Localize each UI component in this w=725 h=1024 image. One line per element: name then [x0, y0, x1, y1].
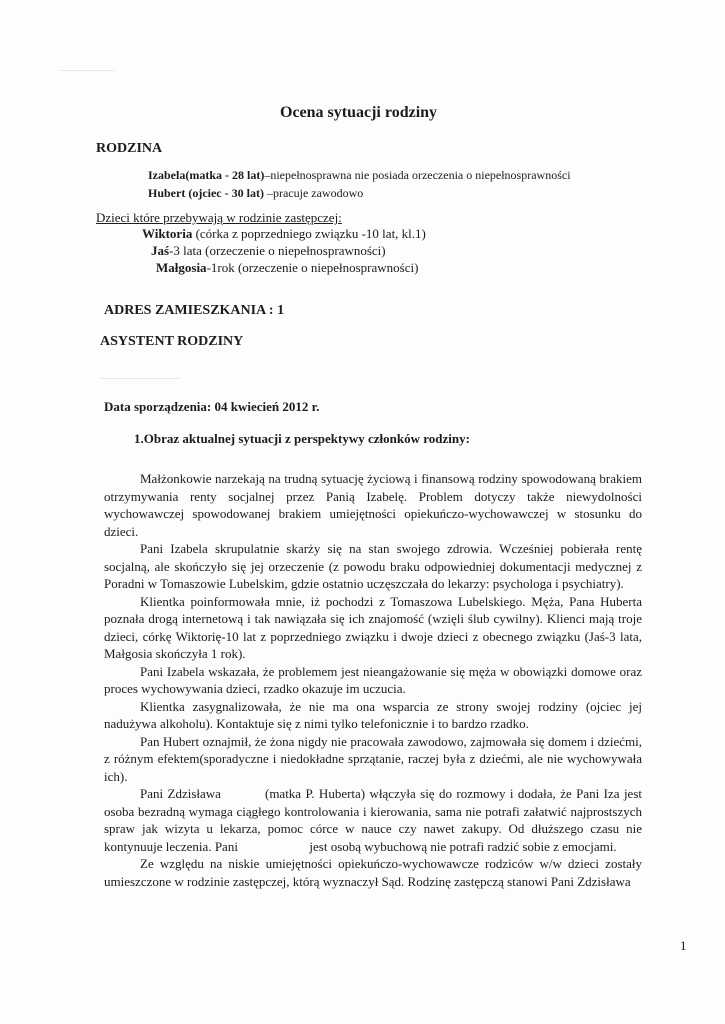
child-desc: -1rok (orzeczenie o niepełnosprawności) — [206, 260, 419, 275]
member-name: Izabela(matka - 28 lat) — [148, 168, 265, 182]
section1-heading: 1.Obraz aktualnej sytuacji z perspektywy członków rodziny: — [134, 431, 470, 446]
scan-mark — [100, 378, 180, 379]
page-number: 1 — [680, 938, 687, 953]
address-heading: ADRES ZAMIESZKANIA : 1 — [104, 303, 285, 318]
child-desc: (córka z poprzedniego związku -10 lat, kl.1) — [192, 226, 426, 241]
children-heading: Dzieci które przebywają w rodzinie zastępczej: — [96, 210, 342, 225]
scan-mark — [60, 70, 115, 71]
assistant-heading: ASYSTENT RODZINY — [100, 334, 244, 349]
date-label: Data sporządzenia: 04 kwiecień 2012 r. — [104, 399, 320, 414]
child-desc: -3 lata (orzeczenie o niepełnosprawności) — [169, 243, 386, 258]
member-desc: –pracuje zawodowo — [263, 186, 364, 200]
paragraph: Pani Izabela wskazała, że problemem jest nieangażowanie się męża w obowiązki domowe oraz proces wychowywania dzieci, rzadko okazuje im uczucia. — [104, 663, 642, 696]
child-name: Małgosia — [156, 260, 207, 275]
paragraph: Pani Zdzisława (matka P. Huberta) włączyła się do rozmowy i dodała, że Pani Iza jest osoba bezradną wymaga ciągłego kontrolowania i kierowania, sama nie potrafi załatwić najprostszych spraw jak wizyta u lekarza, pomoc córce w nauce czy nawet zakupy. Od dłuższego czasu nie kontynuuje leczenia. Pani jest osobą wybuchową nie potrafi radzić sobie z emocjami. — [104, 786, 646, 854]
paragraph: Pan Hubert oznajmił, że żona nigdy nie pracowała zawodowo, zajmowała się domem i dziećmi, z różnym efektem(sporadyczne i niedokładne sprzątanie, raczej była z dziećmi, ale nie wychowywała ich). — [104, 733, 642, 784]
member-desc: –niepełnosprawna nie posiada orzeczenia o niepełnosprawności — [264, 168, 571, 182]
member-father — [148, 186, 363, 201]
member-mother — [148, 168, 571, 183]
paragraph: Pani Izabela skrupulatnie skarży się na stan swojego zdrowia. Wcześniej pobierała rentę socjalną, ale skończyło się jej orzeczenie (z powodu braku odpowiedniej dokumentacji medycznej z Poradni w Tomaszowie Lubelskim, gdzie ostatnio uczęszczała do lekarzy: psychologa i psychiatry). — [104, 541, 642, 591]
child-malgosia — [156, 260, 418, 276]
paragraph: Klientka poinformowała mnie, iż pochodzi z Tomaszowa Lubelskiego. Męża, Pana Huberta poznała drogą internetową i tak nawiązała się ich znajomość (wzięli ślub cywilny). Klienci mają troje dzieci, córkę Wiktorię-10 lat z poprzedniego związku i dwoje dzieci z obecnego związku (Jaś-3 lata, Małgosia skończyła 1 rok). — [104, 593, 642, 661]
child-name: Wiktoria — [142, 226, 193, 241]
child-name: Jaś — [151, 243, 170, 258]
member-name: Hubert (ojciec - 30 lat) — [148, 186, 264, 200]
paragraph: Ze względu na niskie umiejętności opiekuńczo-wychowawcze rodziców w/w dzieci zostały umieszczone w rodzinie zastępczej, którą wyznaczył Sąd. Rodzinę zastępczą stanowi Pani Zdzisława — [104, 856, 642, 889]
narrative-body — [104, 470, 646, 890]
child-jas — [151, 243, 386, 259]
paragraph: Klientka zasygnalizowała, że nie ma ona wsparcia ze strony swojej rodziny (ojciec jej nadużywa alkoholu). Kontaktuje się z nimi tylko telefonicznie i to bardzo rzadko. — [104, 698, 642, 731]
child-wiktoria — [142, 226, 426, 242]
paragraph: Małżonkowie narzekają na trudną sytuację życiową i finansową rodziny spowodowaną brakiem otrzymywania renty socjalnej przez Panią Izabelę. Problem dotyczy także niewydolności wychowawczej spowodowanej brakiem umiejętności opiekuńczo-wychowawczej w stosunku do dzieci. — [104, 471, 642, 539]
document-title: Ocena sytuacji rodziny — [280, 104, 438, 121]
family-heading: RODZINA — [96, 141, 163, 156]
